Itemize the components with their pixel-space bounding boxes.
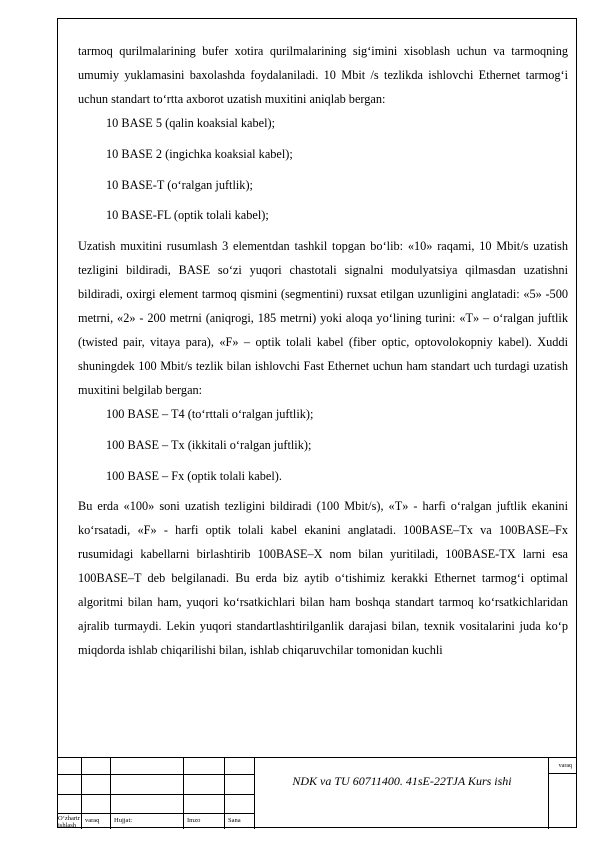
list-item: 10 BASE-FL (optik tolali kabel); bbox=[106, 208, 269, 223]
stamp-label-ozgarish: O‘zhartr ishlash bbox=[58, 815, 81, 829]
paragraph: tarmoq qurilmalarining bufer xotira qurilmalarining sig‘imini xisoblash uchun va tarmoqning umumiy yuklamasini baxolashda foydalaniladi. 10 Mbit /s tezlikda ishlovchi Ethernet tarmog‘i uchun standart to‘rtta axborot uzatish muxitini aniqlab bergan: bbox=[78, 44, 568, 106]
stamp-label-varaq: varaq bbox=[85, 817, 100, 824]
stamp-label-sana: Sana bbox=[228, 817, 241, 824]
list-item: 100 BASE – Fx (optik tolali kabel). bbox=[106, 468, 282, 483]
list-item: 10 BASE-T (o‘ralgan juftlik); bbox=[106, 177, 253, 192]
list-item: 10 BASE 2 (ingichka koaksial kabel); bbox=[106, 146, 293, 161]
stamp-label-imzo: Imzo bbox=[187, 817, 201, 824]
title-block bbox=[57, 757, 577, 828]
document-body bbox=[78, 40, 568, 663]
stamp-label-hujjat: Hujjat: bbox=[114, 817, 133, 824]
document-code-title: NDK va TU 60711400. 41sE-22TJA Kurs ishi bbox=[292, 774, 512, 788]
stamp-row-line bbox=[57, 774, 254, 775]
paragraph: Uzatish muxitini rusumlash 3 elementdan tashkil topgan bo‘lib: «10» raqami, 10 Mbit/s uzatish tezligini bildiradi, BASE so‘zi yuqori chastotali signalni modulyatsiya qilmasdan uzatishni bildiradi, oxirgi element tarmoq qismini (segmentini) ruxsat etilgan uzunligini anglatadi: «5» -500 metrni, «2» - 200 metrni (aniqrogi, 185 metrni) yoki aloqa yo‘lining turini: «T» – o‘ralgan juftlik (twisted pair, vitaya para), «F» – optik tolali kabel (fiber optic, optovolokopniy kabel). Xuddi shuningdek 100 Mbit/s tezlik bilan ishlovchi Fast Ethernet uchun ham standart uch turdagi uzatish muxitini belgilab bergan: bbox=[78, 239, 568, 397]
stamp-row-line bbox=[57, 813, 254, 814]
stamp-row-line bbox=[548, 773, 577, 774]
stamp-sheet-label: varaq bbox=[558, 763, 572, 769]
list-item: 100 BASE – T4 (to‘rttali o‘ralgan juftlik); bbox=[106, 406, 314, 421]
stamp-row-line bbox=[57, 794, 254, 795]
list-item: 10 BASE 5 (qalin koaksial kabel); bbox=[106, 115, 276, 130]
paragraph: Bu erda «100» soni uzatish tezligini bildiradi (100 Mbit/s), «T» - harfi o‘ralgan juftlik ekanini ko‘rsatadi, «F» - harfi optik tolali kabel ekanini anglatadi. 100BASE–Tx va 100BASE–Fx rusumidagi kabellarni birlashtirib 100BASE–X nom bilan yuritiladi, 100BASE-TX larni esa 100BASE–T deb belgilanadi. Bu erda biz aytib o‘tishimiz kerakki Ethernet tarmog‘i optimal algoritmi bilan ham, yuqori ko‘rsatkichlari bilan ham boshqa standart tarmoq ko‘rsatkichlaridan ajralib turmaydi. Lekin yuqori standartlashtirilganlik darajasi bilan, texnik vositalarini juda ko‘p miqdorda ishlab chiqarilishi bilan, ishlab chiqaruvchilar tomonidan kuchli bbox=[78, 499, 568, 657]
stamp-divider bbox=[548, 758, 549, 829]
list-item: 100 BASE – Tx (ikkitali o‘ralgan juftlik); bbox=[106, 437, 312, 452]
stamp-divider bbox=[254, 758, 255, 829]
